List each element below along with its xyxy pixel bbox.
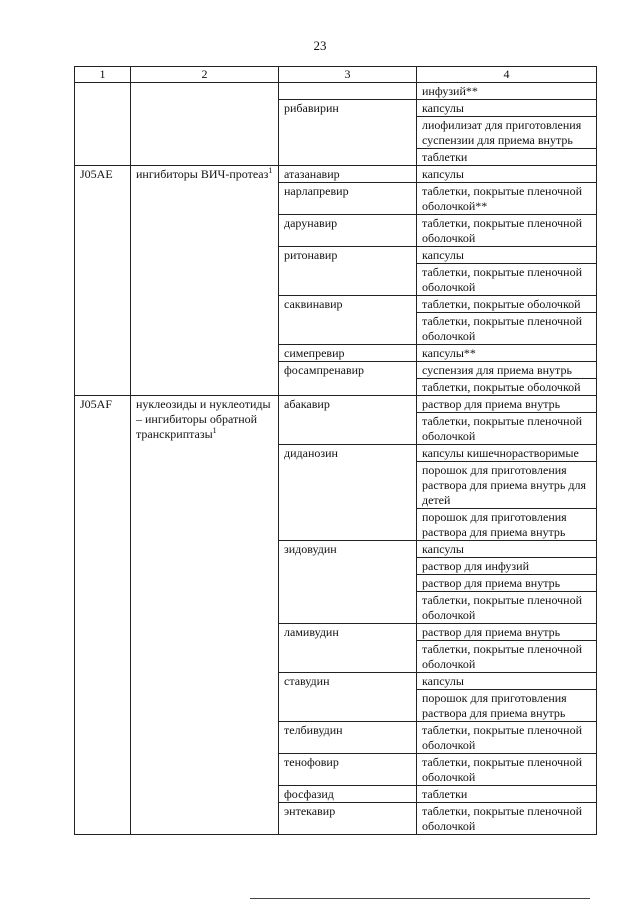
dosage-form-cell: таблетки, покрытые пленочной оболочкой	[417, 722, 597, 754]
dosage-form-cell: капсулы	[417, 673, 597, 690]
atc-code-cell: J05AF	[75, 396, 131, 835]
dosage-form-cell: таблетки, покрытые оболочкой	[417, 296, 597, 313]
header-cell: 3	[279, 67, 417, 83]
header-cell: 1	[75, 67, 131, 83]
header-cell: 2	[131, 67, 279, 83]
drug-name-cell: ставудин	[279, 673, 417, 722]
group-name: ингибиторы ВИЧ-протеаз	[136, 167, 269, 181]
bottom-rule	[250, 898, 590, 899]
group-name-cell	[131, 166, 279, 396]
dosage-form-cell: лиофилизат для приготовления суспензии для приема внутрь	[417, 117, 597, 149]
group-name-cell	[131, 396, 279, 835]
dosage-form-cell: порошок для приготовления раствора для приема внутрь	[417, 509, 597, 541]
drug-name-cell: диданозин	[279, 445, 417, 541]
group-name-cell	[131, 83, 279, 166]
drug-name-cell: телбивудин	[279, 722, 417, 754]
dosage-form-cell: таблетки	[417, 786, 597, 803]
drug-name-cell: зидовудин	[279, 541, 417, 624]
dosage-form-cell: таблетки	[417, 149, 597, 166]
dosage-form-cell: капсулы	[417, 100, 597, 117]
dosage-form-cell: капсулы	[417, 166, 597, 183]
dosage-form-cell: капсулы**	[417, 345, 597, 362]
dosage-form-cell: таблетки, покрытые пленочной оболочкой	[417, 641, 597, 673]
drug-table	[74, 66, 597, 835]
drug-name-cell: ламивудин	[279, 624, 417, 673]
table-body	[75, 83, 597, 835]
header-row	[75, 67, 597, 83]
dosage-form-cell: раствор для приема внутрь	[417, 396, 597, 413]
drug-name-cell: нарлапревир	[279, 183, 417, 215]
dosage-form-cell: капсулы	[417, 247, 597, 264]
dosage-form-cell: таблетки, покрытые пленочной оболочкой	[417, 413, 597, 445]
drug-name-cell: саквинавир	[279, 296, 417, 345]
drug-name-cell: энтекавир	[279, 803, 417, 835]
dosage-form-cell: инфузий**	[417, 83, 597, 100]
dosage-form-cell: таблетки, покрытые пленочной оболочкой	[417, 313, 597, 345]
dosage-form-cell: порошок для приготовления раствора для приема внутрь для детей	[417, 462, 597, 509]
drug-name-cell: рибавирин	[279, 100, 417, 166]
dosage-form-cell: таблетки, покрытые пленочной оболочкой	[417, 803, 597, 835]
dosage-form-cell: порошок для приготовления раствора для приема внутрь	[417, 690, 597, 722]
table-row	[75, 396, 597, 413]
drug-name-cell: дарунавир	[279, 215, 417, 247]
dosage-form-cell: капсулы кишечнорастворимые	[417, 445, 597, 462]
dosage-form-cell: таблетки, покрытые пленочной оболочкой	[417, 215, 597, 247]
atc-code-cell: J05AE	[75, 166, 131, 396]
drug-name-cell: тенофовир	[279, 754, 417, 786]
header-cell: 4	[417, 67, 597, 83]
table-row	[75, 166, 597, 183]
drug-name-cell: ритонавир	[279, 247, 417, 296]
dosage-form-cell: таблетки, покрытые пленочной оболочкой	[417, 754, 597, 786]
dosage-form-cell: таблетки, покрытые пленочной оболочкой	[417, 592, 597, 624]
dosage-form-cell: суспензия для приема внутрь	[417, 362, 597, 379]
dosage-form-cell: раствор для приема внутрь	[417, 624, 597, 641]
drug-name-cell: атазанавир	[279, 166, 417, 183]
dosage-form-cell: раствор для инфузий	[417, 558, 597, 575]
dosage-form-cell: капсулы	[417, 541, 597, 558]
dosage-form-cell: таблетки, покрытые пленочной оболочкой	[417, 264, 597, 296]
group-name: нуклеозиды и нуклеотиды – ингибиторы обратной транскриптазы	[136, 397, 271, 441]
dosage-form-cell: раствор для приема внутрь	[417, 575, 597, 592]
dosage-form-cell: таблетки, покрытые оболочкой	[417, 379, 597, 396]
atc-code-cell	[75, 83, 131, 166]
drug-name-cell: абакавир	[279, 396, 417, 445]
drug-name-cell: фосампренавир	[279, 362, 417, 396]
drug-name-cell	[279, 83, 417, 100]
dosage-form-cell: таблетки, покрытые пленочной оболочкой**	[417, 183, 597, 215]
footnote-marker: 1	[268, 166, 273, 175]
footnote-marker: 1	[212, 426, 217, 435]
table-row	[75, 83, 597, 100]
page-number: 23	[313, 38, 327, 53]
drug-name-cell: симепревир	[279, 345, 417, 362]
drug-name-cell: фосфазид	[279, 786, 417, 803]
